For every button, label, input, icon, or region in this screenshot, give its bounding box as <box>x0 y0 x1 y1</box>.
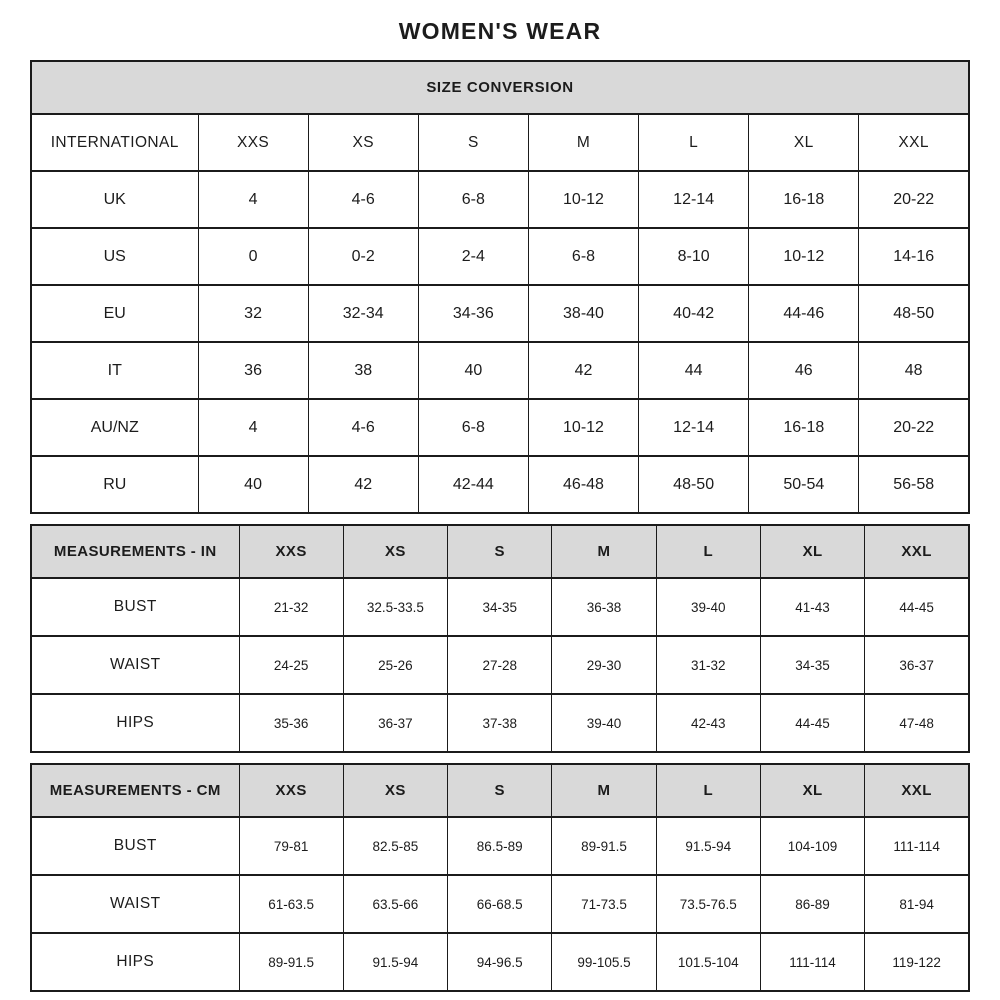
measurement-cell: 36-37 <box>343 694 447 752</box>
size-conversion-body <box>31 61 969 513</box>
measurement-cell: 119-122 <box>865 933 969 991</box>
measurement-cell: 29-30 <box>552 636 656 694</box>
row-label: BUST <box>31 578 239 636</box>
column-header-size: S <box>448 525 552 578</box>
table-banner: SIZE CONVERSION <box>31 61 969 114</box>
measurement-cell: 36-37 <box>865 636 969 694</box>
measurements-in-table <box>30 524 970 753</box>
size-cell: 38-40 <box>528 285 638 342</box>
measurement-cell: 101.5-104 <box>656 933 760 991</box>
column-header-size: S <box>418 114 528 171</box>
size-cell: 48-50 <box>639 456 749 513</box>
measurements-in-body <box>31 525 969 752</box>
table-row <box>31 114 969 171</box>
size-cell: 32-34 <box>308 285 418 342</box>
size-cell: 46 <box>749 342 859 399</box>
column-header-size: S <box>448 764 552 817</box>
table-header-label: MEASUREMENTS - IN <box>31 525 239 578</box>
table-row <box>31 764 969 817</box>
measurement-cell: 34-35 <box>760 636 864 694</box>
measurement-cell: 21-32 <box>239 578 343 636</box>
size-cell: 14-16 <box>859 228 969 285</box>
measurement-cell: 94-96.5 <box>448 933 552 991</box>
size-cell: 4-6 <box>308 399 418 456</box>
measurement-cell: 104-109 <box>760 817 864 875</box>
measurement-cell: 39-40 <box>656 578 760 636</box>
row-label: EU <box>31 285 198 342</box>
table-header-label: MEASUREMENTS - CM <box>31 764 239 817</box>
size-cell: 10-12 <box>528 171 638 228</box>
size-cell: 40-42 <box>639 285 749 342</box>
measurement-cell: 66-68.5 <box>448 875 552 933</box>
size-cell: 48 <box>859 342 969 399</box>
size-cell: 46-48 <box>528 456 638 513</box>
measurement-cell: 44-45 <box>865 578 969 636</box>
measurement-cell: 81-94 <box>865 875 969 933</box>
size-cell: 36 <box>198 342 308 399</box>
column-header-size: XXL <box>859 114 969 171</box>
table-row <box>31 228 969 285</box>
measurements-cm-table <box>30 763 970 992</box>
table-row <box>31 694 969 752</box>
measurement-cell: 89-91.5 <box>552 817 656 875</box>
row-label: AU/NZ <box>31 399 198 456</box>
measurement-cell: 47-48 <box>865 694 969 752</box>
row-label: RU <box>31 456 198 513</box>
row-label: BUST <box>31 817 239 875</box>
column-header-size: XS <box>343 525 447 578</box>
table-row <box>31 525 969 578</box>
size-cell: 10-12 <box>749 228 859 285</box>
size-cell: 0 <box>198 228 308 285</box>
table-row <box>31 578 969 636</box>
table-row <box>31 171 969 228</box>
row-label: WAIST <box>31 875 239 933</box>
measurement-cell: 91.5-94 <box>343 933 447 991</box>
measurement-cell: 111-114 <box>760 933 864 991</box>
column-header-size: XS <box>343 764 447 817</box>
measurement-cell: 25-26 <box>343 636 447 694</box>
size-cell: 16-18 <box>749 171 859 228</box>
row-label: HIPS <box>31 694 239 752</box>
measurement-cell: 91.5-94 <box>656 817 760 875</box>
column-header-size: XL <box>760 525 864 578</box>
measurements-cm-body <box>31 764 969 991</box>
measurement-cell: 89-91.5 <box>239 933 343 991</box>
row-label: IT <box>31 342 198 399</box>
column-header-size: XXS <box>239 764 343 817</box>
column-header-size: XXS <box>239 525 343 578</box>
column-header-size: L <box>656 764 760 817</box>
size-cell: 34-36 <box>418 285 528 342</box>
measurement-cell: 31-32 <box>656 636 760 694</box>
row-label: US <box>31 228 198 285</box>
size-cell: 12-14 <box>639 171 749 228</box>
table-row <box>31 636 969 694</box>
table-row <box>31 61 969 114</box>
column-header-size: M <box>528 114 638 171</box>
measurement-cell: 42-43 <box>656 694 760 752</box>
size-cell: 44-46 <box>749 285 859 342</box>
table-row <box>31 875 969 933</box>
table-row <box>31 285 969 342</box>
size-cell: 4-6 <box>308 171 418 228</box>
measurement-cell: 61-63.5 <box>239 875 343 933</box>
size-cell: 42 <box>528 342 638 399</box>
size-cell: 16-18 <box>749 399 859 456</box>
measurement-cell: 86-89 <box>760 875 864 933</box>
measurement-cell: 41-43 <box>760 578 864 636</box>
size-cell: 42-44 <box>418 456 528 513</box>
table-row <box>31 817 969 875</box>
column-header-size: XXL <box>865 525 969 578</box>
size-cell: 6-8 <box>418 399 528 456</box>
measurement-cell: 63.5-66 <box>343 875 447 933</box>
measurement-cell: 39-40 <box>552 694 656 752</box>
table-row <box>31 399 969 456</box>
size-cell: 12-14 <box>639 399 749 456</box>
size-cell: 38 <box>308 342 418 399</box>
size-cell: 48-50 <box>859 285 969 342</box>
column-header-size: XXL <box>865 764 969 817</box>
column-header-label: INTERNATIONAL <box>31 114 198 171</box>
column-header-size: M <box>552 525 656 578</box>
row-label: HIPS <box>31 933 239 991</box>
measurement-cell: 27-28 <box>448 636 552 694</box>
column-header-size: XL <box>760 764 864 817</box>
measurement-cell: 37-38 <box>448 694 552 752</box>
column-header-size: L <box>656 525 760 578</box>
column-header-size: L <box>639 114 749 171</box>
size-cell: 40 <box>198 456 308 513</box>
measurement-cell: 111-114 <box>865 817 969 875</box>
measurement-cell: 44-45 <box>760 694 864 752</box>
measurement-cell: 35-36 <box>239 694 343 752</box>
size-cell: 8-10 <box>639 228 749 285</box>
size-cell: 6-8 <box>528 228 638 285</box>
measurement-cell: 73.5-76.5 <box>656 875 760 933</box>
size-cell: 4 <box>198 171 308 228</box>
measurement-cell: 86.5-89 <box>448 817 552 875</box>
size-cell: 42 <box>308 456 418 513</box>
column-header-size: M <box>552 764 656 817</box>
size-conversion-table <box>30 60 970 514</box>
size-cell: 50-54 <box>749 456 859 513</box>
size-cell: 20-22 <box>859 399 969 456</box>
measurement-cell: 79-81 <box>239 817 343 875</box>
row-label: UK <box>31 171 198 228</box>
table-row <box>31 342 969 399</box>
measurement-cell: 34-35 <box>448 578 552 636</box>
measurement-cell: 71-73.5 <box>552 875 656 933</box>
size-cell: 56-58 <box>859 456 969 513</box>
size-cell: 0-2 <box>308 228 418 285</box>
measurement-cell: 32.5-33.5 <box>343 578 447 636</box>
table-row <box>31 456 969 513</box>
measurement-cell: 82.5-85 <box>343 817 447 875</box>
column-header-size: XL <box>749 114 859 171</box>
size-cell: 40 <box>418 342 528 399</box>
measurement-cell: 99-105.5 <box>552 933 656 991</box>
size-cell: 44 <box>639 342 749 399</box>
table-row <box>31 933 969 991</box>
row-label: WAIST <box>31 636 239 694</box>
column-header-size: XS <box>308 114 418 171</box>
size-cell: 2-4 <box>418 228 528 285</box>
size-cell: 4 <box>198 399 308 456</box>
page-title: WOMEN'S WEAR <box>398 18 602 44</box>
size-cell: 6-8 <box>418 171 528 228</box>
size-cell: 20-22 <box>859 171 969 228</box>
measurement-cell: 24-25 <box>239 636 343 694</box>
column-header-size: XXS <box>198 114 308 171</box>
size-cell: 32 <box>198 285 308 342</box>
size-cell: 10-12 <box>528 399 638 456</box>
measurement-cell: 36-38 <box>552 578 656 636</box>
